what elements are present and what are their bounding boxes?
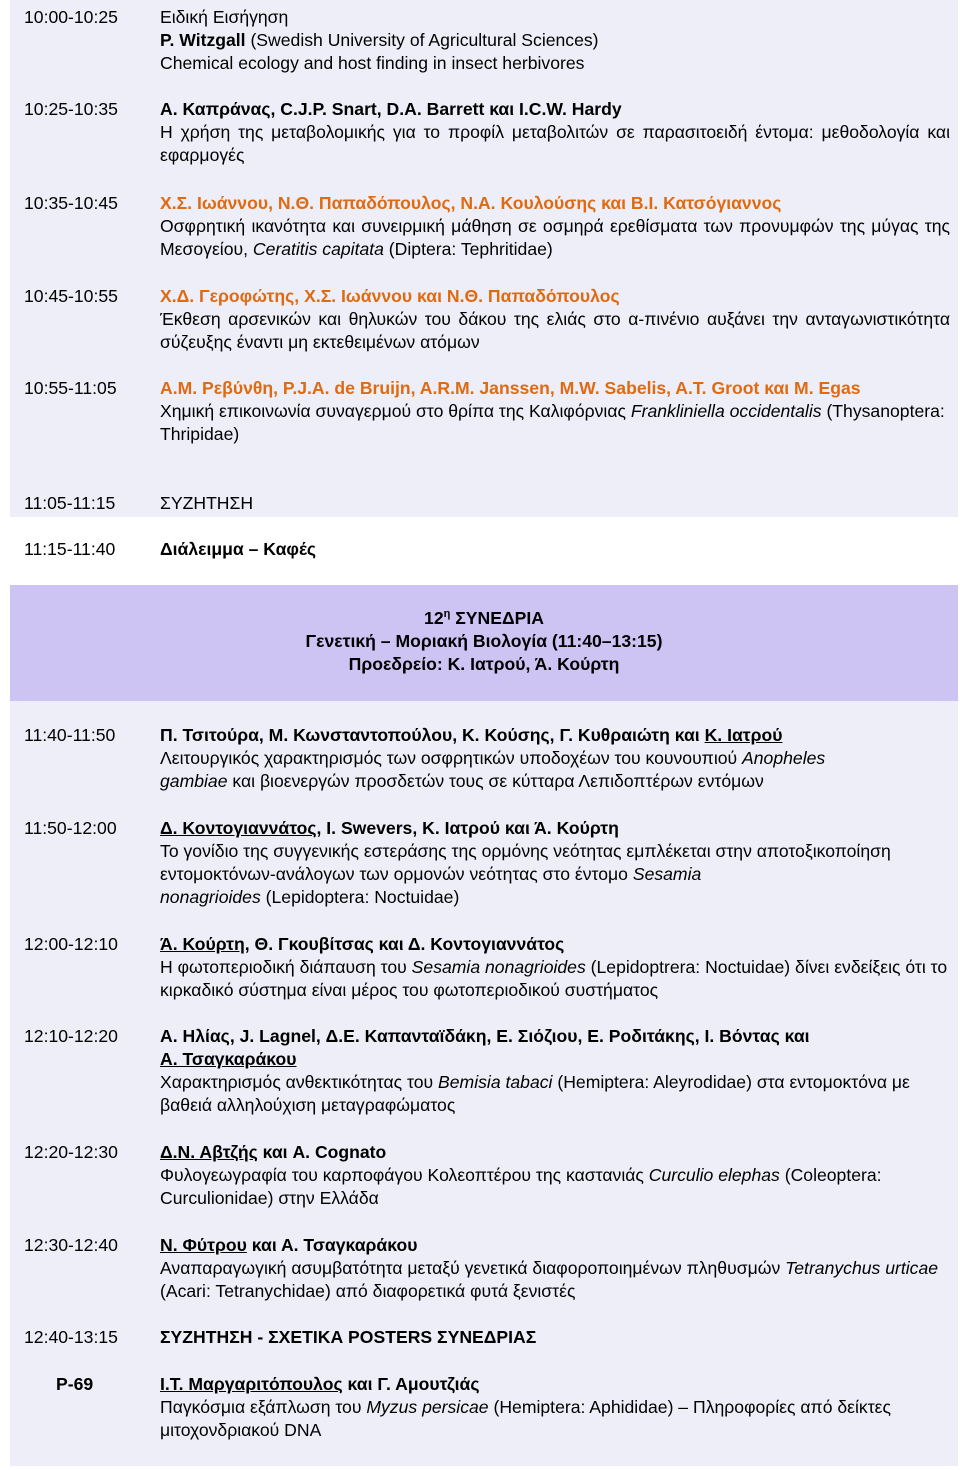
break-row	[10, 538, 958, 564]
entry-time: 12:30-12:40	[24, 1235, 118, 1255]
entry-authors: Δ. Κοντογιαννάτος, I. Swevers, Κ. Ιατρού και Ά. Κούρτη	[160, 818, 619, 838]
entry-time: 10:55-11:05	[24, 378, 117, 398]
entry-time: 11:40-11:50	[24, 725, 116, 745]
session-header	[10, 585, 958, 701]
entry-title: Chemical ecology and host finding in insect herbivores	[160, 53, 585, 73]
session-title: Γενετική – Μοριακή Βιολογία (11:40–13:15)	[305, 631, 663, 651]
entry-time: 11:15-11:40	[24, 539, 116, 559]
entry-time: 11:50-12:00	[24, 818, 117, 838]
entry-time: 10:35-10:45	[24, 193, 118, 213]
entry-title: Χημική επικοινωνία συναγερμού στο θρίπα της Καλιφόρνιας Frankliniella occidentalis (Thysanoptera: Thripidae)	[160, 401, 945, 444]
entry-time: 10:45-10:55	[24, 286, 118, 306]
entry-title: Η χρήση της μεταβολομικής για το προφίλ μεταβολιτών σε παρασιτοειδή έντομα: μεθοδολογία και εφαρμογές	[160, 122, 950, 165]
entry-label: ΣΥΖΗΤΗΣΗ - ΣΧΕΤΙΚΑ POSTERS ΣΥΝΕΔΡΙΑΣ	[160, 1327, 537, 1347]
entry-authors: Χ.Δ. Γεροφώτης, Χ.Σ. Ιωάννου και Ν.Θ. Παπαδόπουλος	[160, 286, 620, 306]
entry-authors: Α. Ηλίας, J. Lagnel, Δ.Ε. Καπανταϊδάκη, Ε. Σιόζιου, Ε. Ροδιτάκης, Ι. Βόντας και Α. Τσαγκαράκου	[160, 1026, 810, 1069]
entry-authors: Δ.Ν. Αβτζής και A. Cognato	[160, 1142, 387, 1162]
entry-authors: Ά. Κούρτη, Θ. Γκουβίτσας και Δ. Κοντογιαννάτος	[160, 934, 565, 954]
entry-title: Παγκόσμια εξάπλωση του Myzus persicae (Hemiptera: Aphididae) – Πληροφορίες από δείκτες μιτοχονδριακού DNA	[160, 1397, 891, 1440]
entry-title: Αναπαραγωγική ασυμβατότητα μεταξύ γενετικά διαφοροποιημένων πληθυσμών Tetranychus urticae (Acari: Tetranychidae) από διαφορετικά φυτά ξενιστές	[160, 1258, 939, 1301]
entry-heading: Ειδική Εισήγηση	[160, 7, 289, 27]
entry-title: Λειτουργικός χαρακτηρισμός των οσφρητικών υποδοχέων του κουνουπιού Anopheles gambiae και βιοενεργών προσδετών τους σε κύτταρα Λεπιδοπτέρων εντόμων	[160, 748, 826, 791]
entry-title: Οσφρητική ικανότητα και συνειρμική μάθηση σε οσμηρά ερεθίσματα των προνυμφών της μύγας της Μεσογείου, Ceratitis capitata (Diptera: Tephritidae)	[160, 216, 950, 259]
entry-title: Φυλογεωγραφία του καρποφάγου Κολεοπτέρου της καστανιάς Curculio elephas (Coleoptera: Curculionidae) στην Ελλάδα	[160, 1165, 882, 1208]
poster-id: P-69	[56, 1374, 94, 1394]
break-label: Διάλειμμα – Καφές	[160, 539, 317, 559]
entry-authors: Π. Τσιτούρα, Μ. Κωνσταντοπούλου, Κ. Κούσης, Γ. Κυθραιώτη και Κ. Ιατρού	[160, 725, 783, 745]
session-12-block	[10, 701, 958, 1466]
entry-time: 12:20-12:30	[24, 1142, 118, 1162]
entry-title: Χαρακτηρισμός ανθεκτικότητας του Bemisia tabaci (Hemiptera: Aleyrodidae) στα εντομοκτόνα με βαθειά αλληλούχιση μεταγραφώματος	[160, 1072, 910, 1115]
entry-authors: Ι.Τ. Μαργαριτόπουλος και Γ. Αμουτζιάς	[160, 1374, 480, 1394]
entry-time: 11:05-11:15	[24, 493, 116, 513]
entry-title: Έκθεση αρσενικών και θηλυκών του δάκου της ελιάς στο α-πινένιο αυξάνει την ανταγωνιστικότητα σύζευξης έναντι μη εκτεθειμένων ατόμων	[160, 309, 950, 352]
session-chairs: Προεδρείο: Κ. Ιατρού, Ά. Κούρτη	[348, 654, 620, 674]
morning-session-block	[10, 0, 958, 517]
entry-label: ΣΥΖΗΤΗΣΗ	[160, 493, 254, 513]
entry-time: 12:10-12:20	[24, 1026, 118, 1046]
entry-title: Η φωτοπεριοδική διάπαυση του Sesamia nonagrioides (Lepidoptrera: Noctuidae) δίνει ενδείξεις ότι το κιρκαδικό σύστημα είναι μέρος του φωτοπεριοδικού συστήματος	[160, 957, 948, 1000]
entry-authors: Α. Καπράνας, C.J.P. Snart, D.A. Barrett και I.C.W. Hardy	[160, 99, 622, 119]
entry-title: Το γονίδιο της συγγενικής εστεράσης της ορμόνης νεότητας εμπλέκεται στην αποτοξικοποίηση εντομοκτόνων-ανάλογων των ορμονών νεότητας στο έντομο Sesamia nonagrioides (Lepidoptera: Noctuidae)	[160, 841, 891, 907]
entry-time: 12:00-12:10	[24, 934, 118, 954]
entry-time: 10:25-10:35	[24, 99, 118, 119]
entry-authors: Ρ. Witzgall	[160, 30, 246, 50]
entry-time: 10:00-10:25	[24, 7, 118, 27]
entry-authors: Χ.Σ. Ιωάννου, Ν.Θ. Παπαδόπουλος, Ν.Α. Κουλούσης και Β.Ι. Κατσόγιαννος	[160, 193, 782, 213]
session-number: $12^\eta$ ΣΥΝΕΔΡΙΑ	[424, 608, 544, 628]
entry-authors: Ν. Φύτρου και Α. Τσαγκαράκου	[160, 1235, 418, 1255]
entry-time: 12:40-13:15	[24, 1327, 118, 1347]
entry-affiliation: (Swedish University of Agricultural Sciences)	[245, 30, 599, 50]
entry-authors: Α.Μ. Ρεβύνθη, P.J.A. de Bruijn, A.R.M. Janssen, M.W. Sabelis, A.T. Groot και M. Egas	[160, 378, 861, 398]
